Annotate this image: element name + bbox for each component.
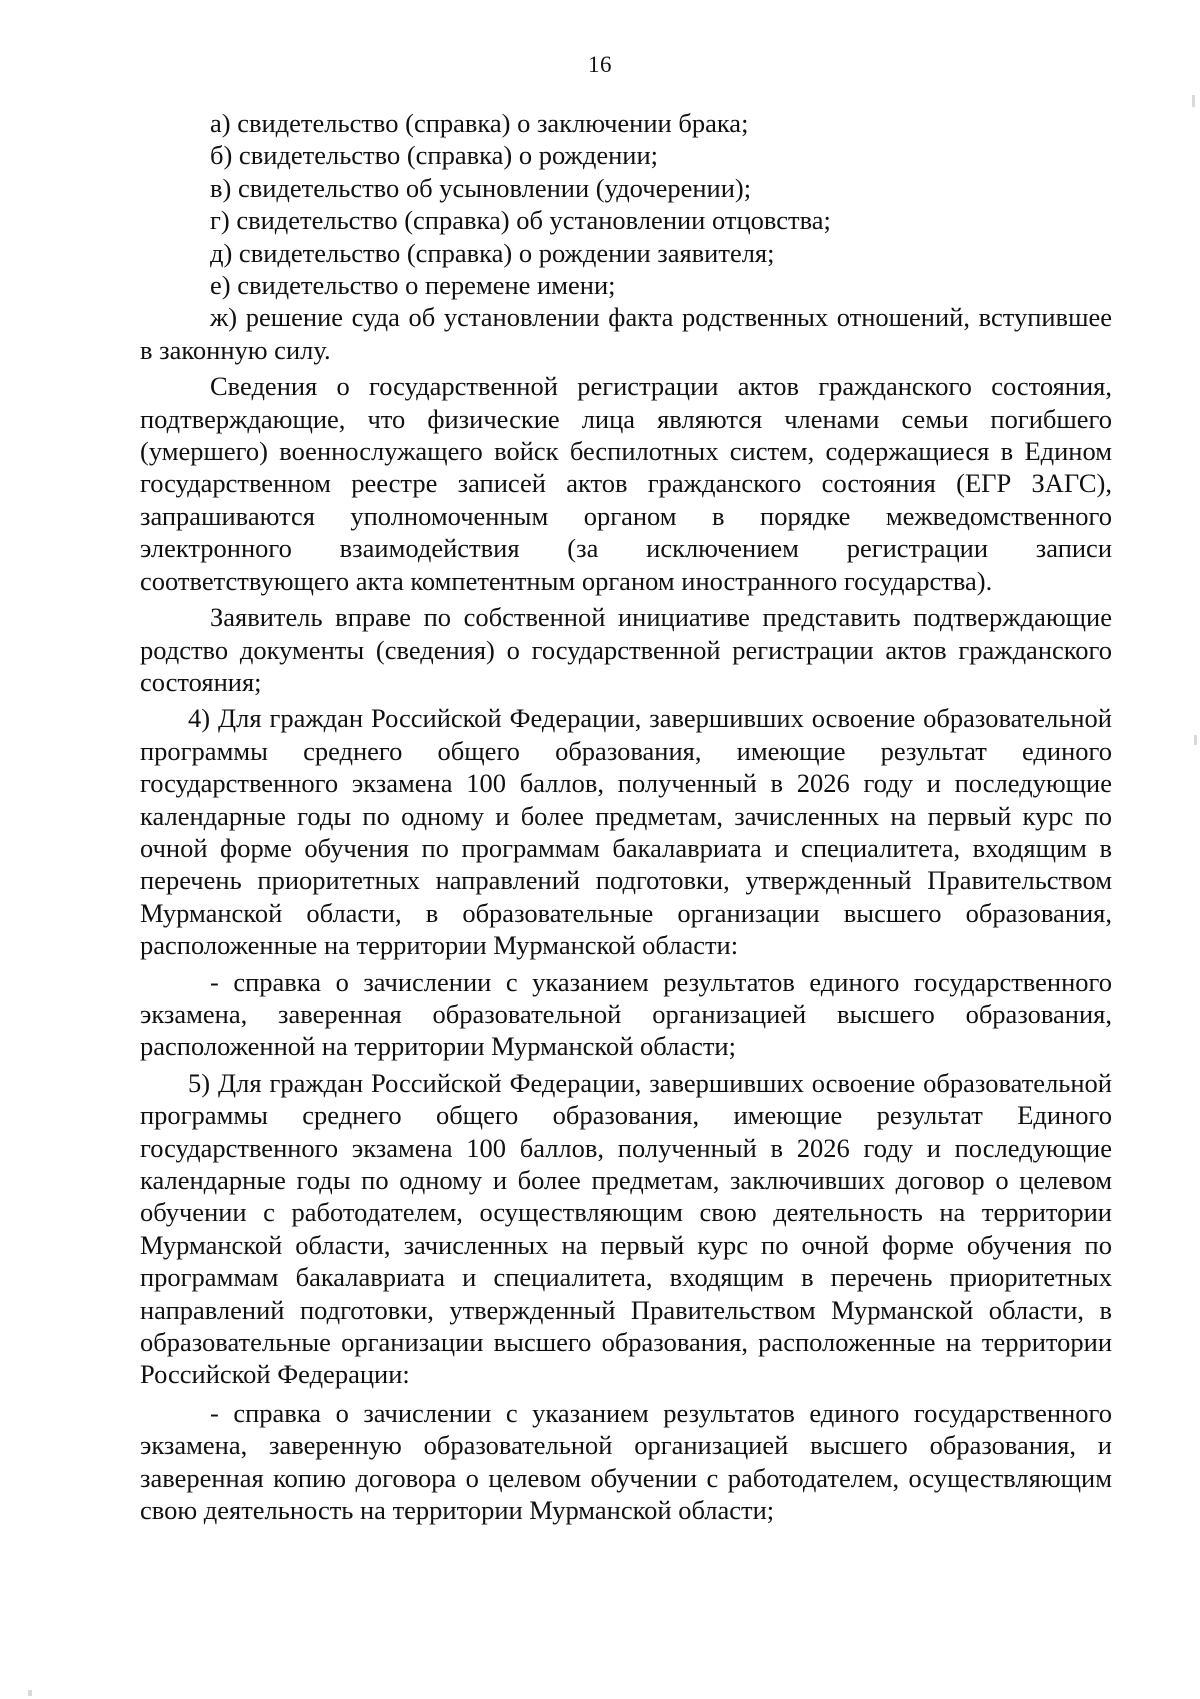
paragraph-item-4: 4) Для граждан Российской Федерации, завершивших освоение образовательной программы среднего общего образования, имеющие результат единого государственного экзамена 100 баллов, полученный в 2026 году и последующие календарные годы по одному и более предметам, зачисленных на первый курс по очной форме обучения по программам бакалавриата и специалитета, входящим в перечень приоритетных направлений подготовки, утвержденный Правительством Мурманской области, в образовательные организации высшего образования, расположенные на территории Мурманской области: <box>140 703 1112 961</box>
scan-artifact <box>1194 735 1197 745</box>
page-number: 16 <box>588 52 612 77</box>
list-item: ж) решение суда об установлении факта родственных отношений, вступившее в законную силу. <box>140 302 1112 365</box>
paragraph-egr-zags: Сведения о государственной регистрации актов гражданского состояния, подтверждающие, что физические лица являются членами семьи погибшего (умершего) военнослужащего войск беспилотных систем, содержащиеся в Едином государственном реестре записей актов гражданского состояния (ЕГР ЗАГС), запрашиваются уполномоченным органом в порядке межведомственного электронного взаимодействия (за исключением регистрации записи соответствующего акта компетентным органом иностранного государства). <box>140 371 1112 596</box>
list-item: а) свидетельство (справка) о заключении брака; <box>210 108 749 138</box>
scan-artifact <box>1192 95 1195 107</box>
document-body <box>140 107 1112 1526</box>
paragraph-item-5: 5) Для граждан Российской Федерации, завершивших освоение образовательной программы среднего общего образования, имеющие результат Единого государственного экзамена 100 баллов, полученный в 2026 году и последующие календарные годы по одному и более предметам, заключивших договор о целевом обучении с работодателем, осуществляющим свою деятельность на территории Мурманской области, зачисленных на первый курс по очной форме обучения по программам бакалавриата и специалитета, входящим в перечень приоритетных направлений подготовки, утвержденный Правительством Мурманской области, в образовательные организации высшего образования, расположенные на территории Российской Федерации: <box>140 1067 1112 1390</box>
paragraph-applicant-right: Заявитель вправе по собственной инициативе представить подтверждающие родство документы (сведения) о государственной регистрации актов гражданского состояния; <box>140 602 1112 697</box>
list-item: е) свидетельство о перемене имени; <box>210 270 616 301</box>
paragraph-item-4-document: - справка о зачислении с указанием результатов единого государственного экзамена, заверенная образовательной организацией высшего образования, расположенной на территории Мурманской области; <box>140 966 1112 1062</box>
list-item: в) свидетельство об усыновлении (удочерении); <box>210 172 752 203</box>
list-item: д) свидетельство (справка) о рождении заявителя; <box>210 237 775 268</box>
scan-artifact <box>28 1690 32 1696</box>
list-item: г) свидетельство (справка) об установлении отцовства; <box>210 205 831 236</box>
list-item: б) свидетельство (справка) о рождении; <box>210 140 658 171</box>
paragraph-item-5-document: - справка о зачислении с указанием результатов единого государственного экзамена, заверенную образовательной организацией высшего образования, и заверенная копию договора о целевом обучении с работодателем, осуществляющим свою деятельность на территории Мурманской области; <box>140 1397 1112 1526</box>
